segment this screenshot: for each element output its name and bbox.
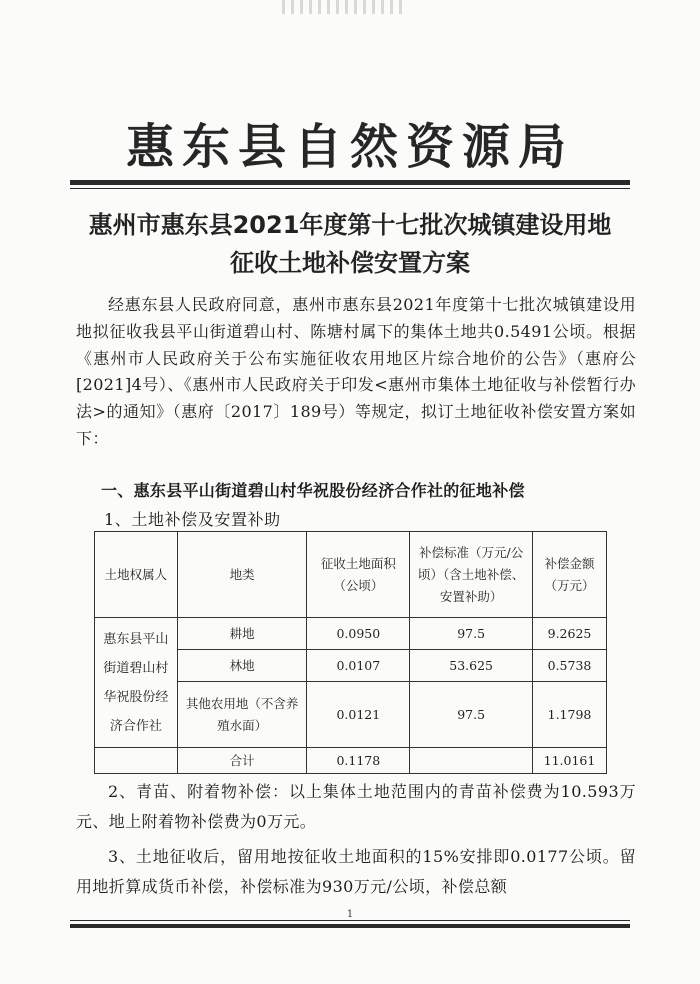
cell-amount: 9.2625 [533,618,607,650]
cell-area: 0.0950 [307,618,410,650]
section-heading-1-1: 1、土地补偿及安置补助 [104,510,281,529]
document-title-line1: 惠州市惠东县2021年度第十七批次城镇建设用地 [88,211,612,239]
cell-amount: 0.5738 [533,650,607,682]
header-rule-thin [70,188,630,189]
intro-paragraph: 经惠东县人民政府同意，惠州市惠东县2021年度第十七批次城镇建设用地拟征收我县平山街道碧山村、陈塘村属下的集体土地共0.5491公顷。根据《惠州市人民政府关于公布实施征收农用地区片综合地价的公告》（惠府公[2021]4号）、《惠州市人民政府关于印发<惠州市集体土地征收与补偿暂行办法>的通知》（惠府〔2017〕189号）等规定，拟订土地征收补偿安置方案如下： [76,295,636,448]
table-header-row [95,532,607,618]
owner-cell: 惠东县平山街道碧山村华祝股份经济合作社 [95,618,178,748]
cell-type: 林地 [177,650,307,682]
paragraph-2: 2、青苗、附着物补偿：以上集体土地范围内的青苗补偿费为10.593万元、地上附着物补偿费为0万元。 [76,782,636,831]
cell-standard: 97.5 [410,618,533,650]
cell-type: 耕地 [177,618,307,650]
header-land-type: 地类 [177,532,307,618]
total-standard [410,748,533,774]
scan-artifact [282,0,402,14]
cell-empty [95,748,178,774]
header-amount: 补偿金额（万元） [533,532,607,618]
header-rule-thick [70,180,630,185]
document-title-line2: 征收土地补偿安置方案 [230,249,470,277]
cell-standard: 97.5 [410,682,533,748]
total-label: 合计 [177,748,307,774]
header-standard: 补偿标准（万元/公顷）（含土地补偿、安置补助） [410,532,533,618]
table-total-row [95,748,607,774]
cell-area: 0.0121 [307,682,410,748]
page-number: 1 [346,909,354,920]
cell-type: 其他农用地（不含养殖水面） [177,682,307,748]
total-amount: 11.0161 [533,748,607,774]
table-row [95,618,607,650]
cell-area: 0.0107 [307,650,410,682]
agency-name: 惠东县自然资源局 [125,119,574,175]
total-area: 0.1178 [307,748,410,774]
footer-rule-thick [70,924,630,928]
paragraph-3: 3、土地征收后，留用地按征收土地面积的15%安排即0.0177公顷。留用地折算成货币补偿，补偿标准为930万元/公顷，补偿总额 [76,847,636,896]
section-heading-1: 一、惠东县平山街道碧山村华祝股份经济合作社的征地补偿 [101,481,525,500]
header-area: 征收土地面积（公顷） [307,532,410,618]
cell-amount: 1.1798 [533,682,607,748]
header-owner: 土地权属人 [95,532,178,618]
footer-rule-thin [70,920,630,921]
compensation-table [94,531,607,774]
cell-standard: 53.625 [410,650,533,682]
